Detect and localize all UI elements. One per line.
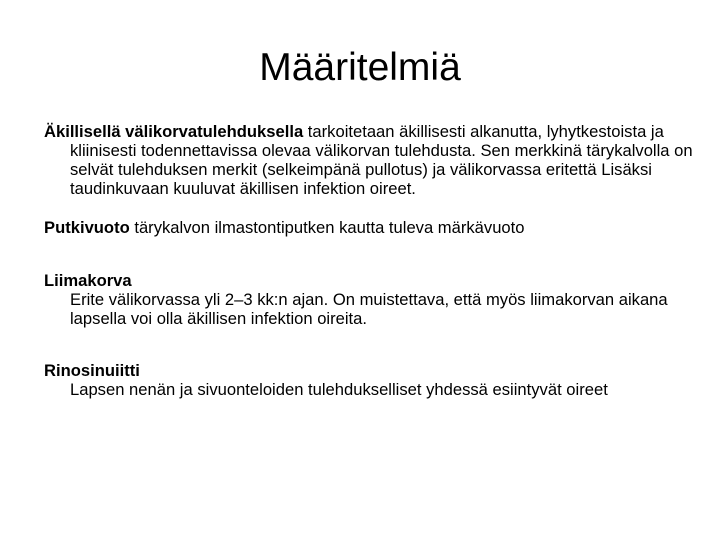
definition-term: Äkillisellä välikorvatulehduksella: [44, 122, 304, 141]
definitions-list: [44, 122, 694, 419]
definition-term: Rinosinuiitti: [44, 361, 140, 380]
definition-body: [44, 122, 694, 198]
definition-body: [44, 218, 694, 237]
definition-text: tarkoitetaan äkillisesti alkanutta, lyhytkestoista ja kliinisesti todennettavissa olevaa välikorvan tulehdusta. Sen merkkinä tärykalvolla on selvät tulehduksen merkit (selkeimpänä pullotus) ja välikorvassa eritettä Lisäksi taudinkuvaan kuuluvat äkillisen infektion oireet.: [70, 122, 693, 198]
definition-text: tärykalvon ilmastontiputken kautta tuleva märkävuoto: [129, 218, 525, 237]
definition-item: [44, 122, 694, 198]
definition-text: Lapsen nenän ja sivuonteloiden tulehdukselliset yhdessä esiintyvät oireet: [70, 380, 608, 399]
definition-item: [44, 271, 694, 328]
definition-item: [44, 361, 694, 399]
definition-text: Erite välikorvassa yli 2–3 kk:n ajan. On muistettava, että myös liimakorvan aikana lapsella voi olla äkillisen infektion oireita.: [70, 290, 668, 328]
definition-item: [44, 218, 694, 237]
slide-title: Määritelmiä: [259, 46, 461, 89]
definition-term: Putkivuoto: [44, 218, 130, 237]
definition-term: Liimakorva: [44, 271, 132, 290]
